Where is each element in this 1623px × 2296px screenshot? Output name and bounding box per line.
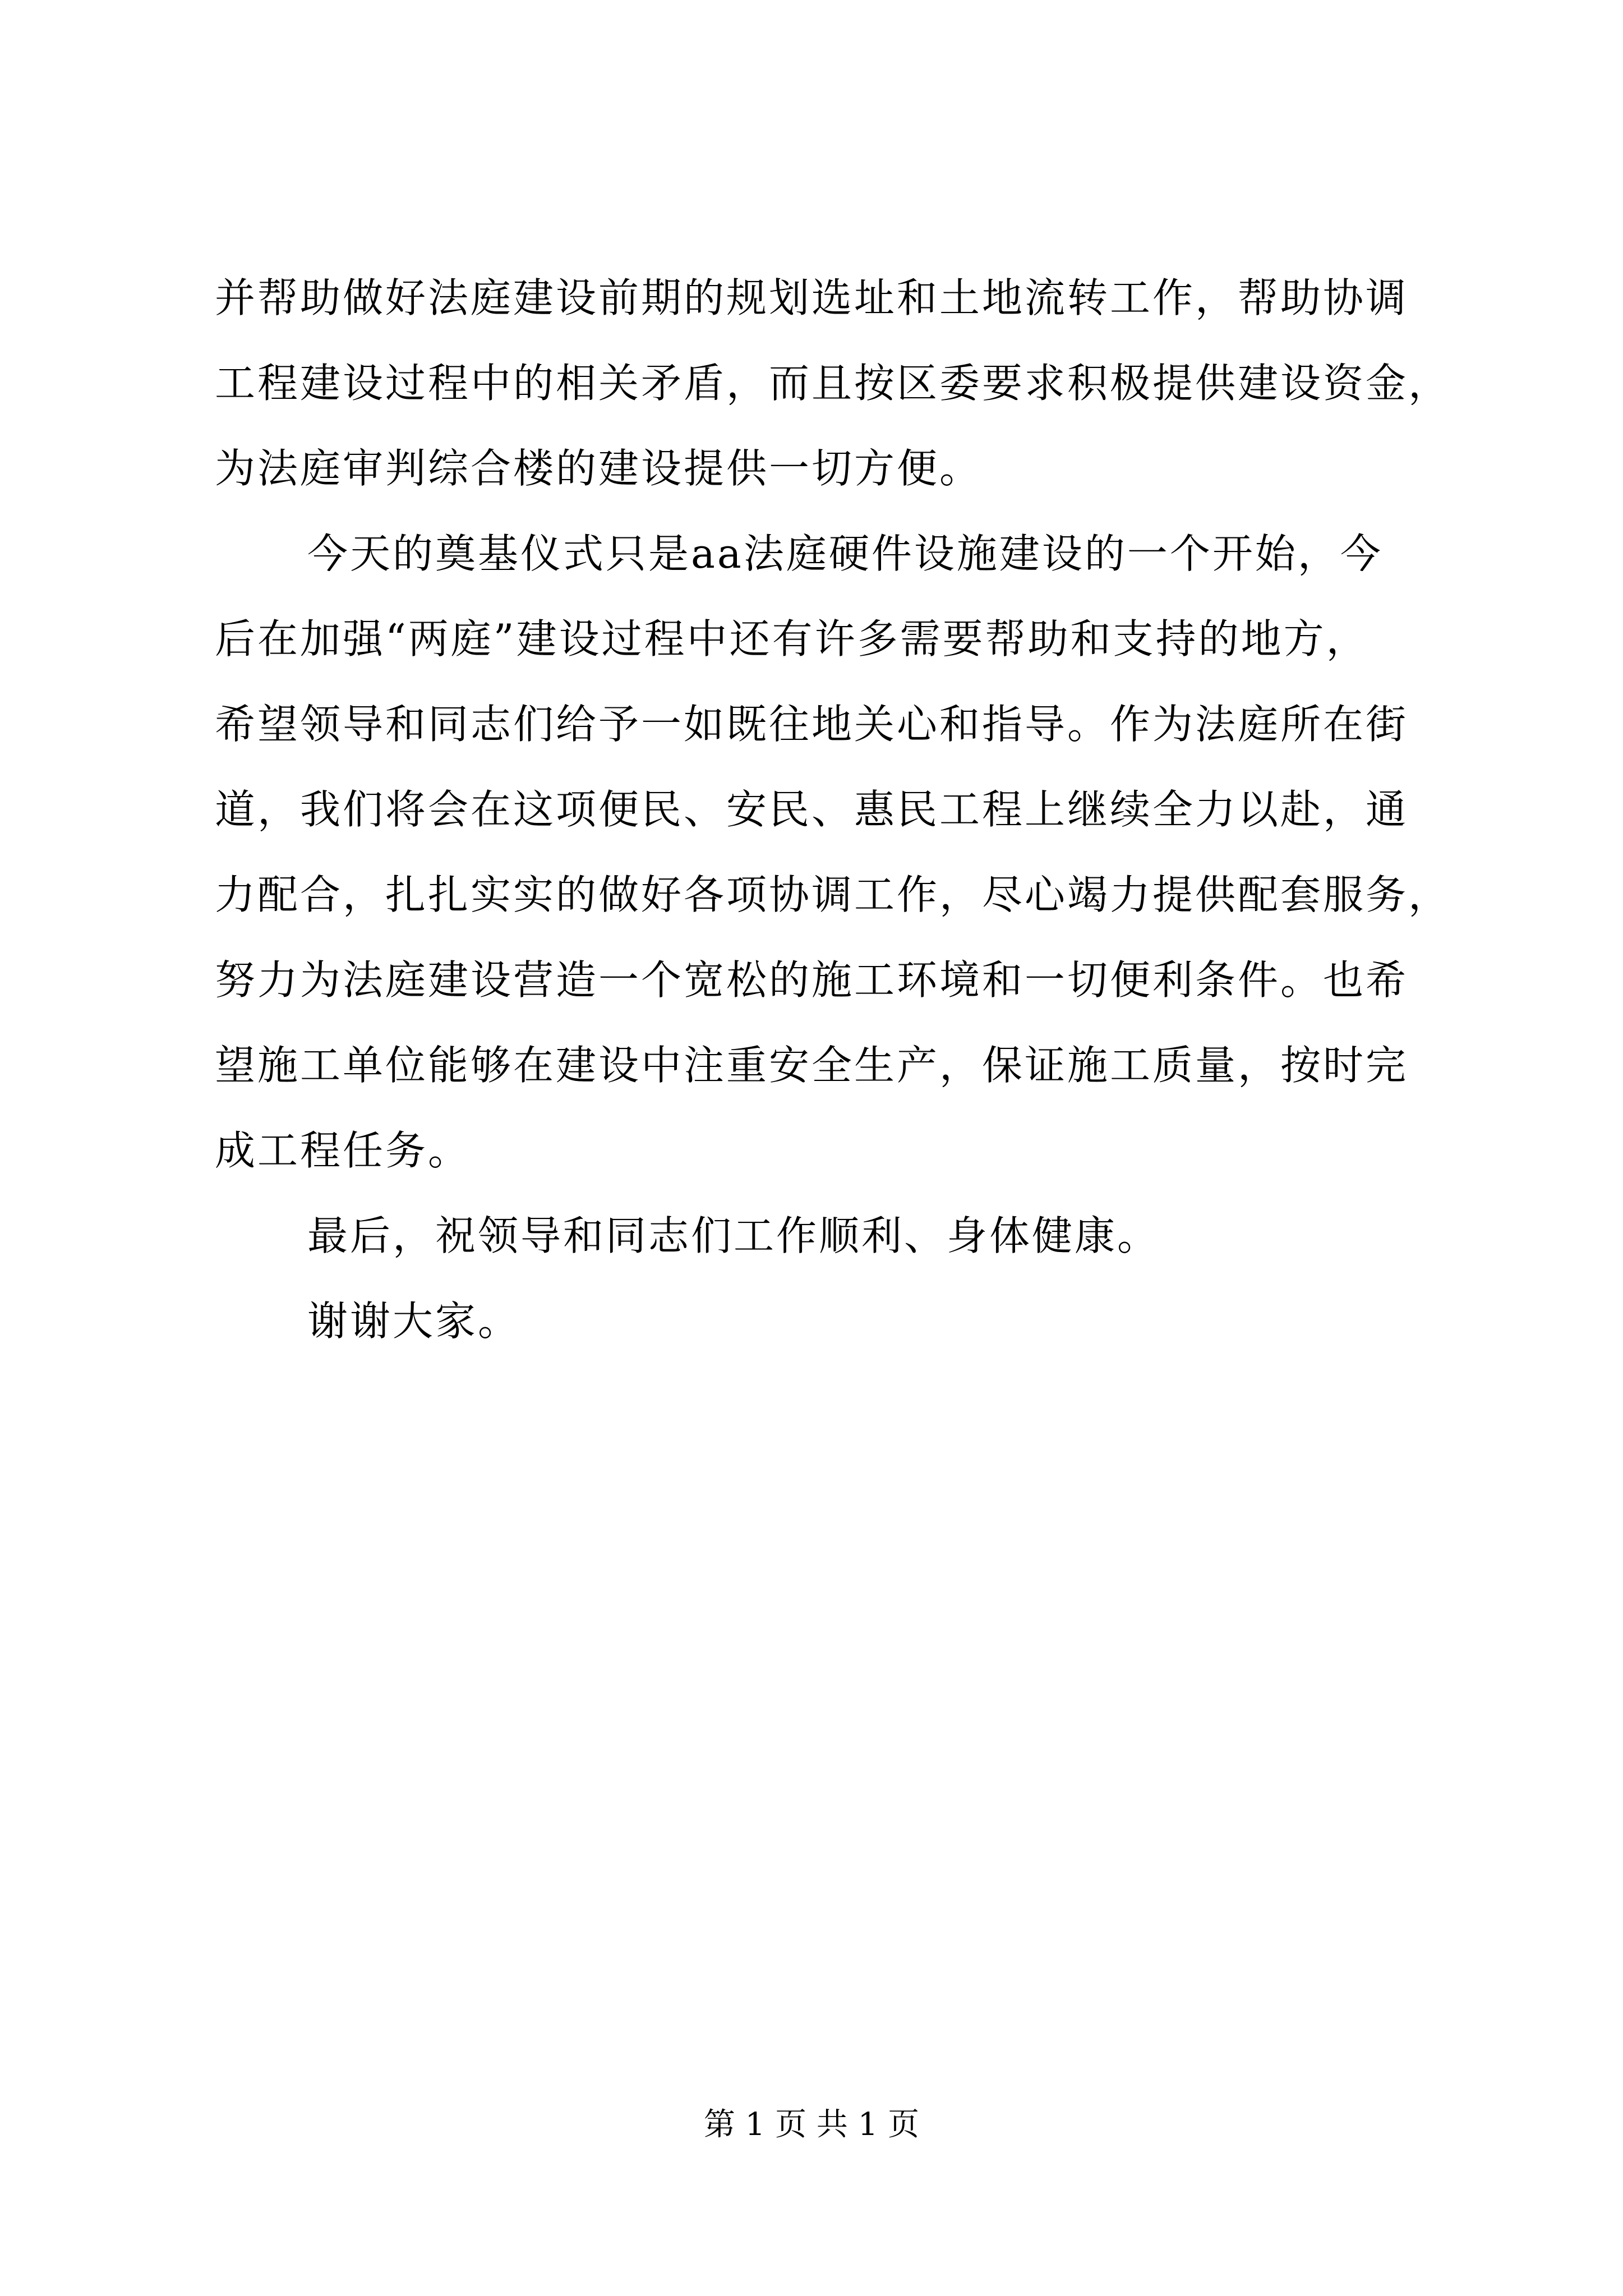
document-body (215, 255, 1451, 1364)
paragraph-line: 力配合，扎扎实实的做好各项协调工作，尽心竭力提供配套服务， (215, 871, 1451, 918)
paragraph-line: 工程建设过程中的相关矛盾，而且按区委要求积极提供建设资金， (215, 360, 1451, 407)
paragraph-line: 望施工单位能够在建设中注重安全生产，保证施工质量，按时完 (215, 1042, 1409, 1089)
page-number-footer: 第 1 页 共 1 页 (703, 2106, 920, 2143)
paragraph-line: 今天的奠基仪式只是aa法庭硬件设施建设的一个开始，今 (307, 530, 1383, 577)
paragraph-line: 后在加强“两庭”建设过程中还有许多需要帮助和支持的地方， (215, 615, 1369, 662)
paragraph-line: 谢谢大家。 (307, 1297, 521, 1345)
paragraph-line: 希望领导和同志们给予一如既往地关心和指导。作为法庭所在街 (215, 701, 1409, 748)
paragraph-line: 为法庭审判综合楼的建设提供一切方便。 (215, 445, 983, 492)
paragraph-line: 道，我们将会在这项便民、安民、惠民工程上继续全力以赴，通 (215, 786, 1409, 833)
paragraph-line: 成工程任务。 (215, 1127, 471, 1174)
paragraph-line: 并帮助做好法庭建设前期的规划选址和土地流转工作，帮助协调 (215, 274, 1409, 321)
paragraph-line: 最后，祝领导和同志们工作顺利、身体健康。 (307, 1212, 1160, 1259)
paragraph-line: 努力为法庭建设营造一个宽松的施工环境和一切便利条件。也希 (215, 956, 1409, 1004)
